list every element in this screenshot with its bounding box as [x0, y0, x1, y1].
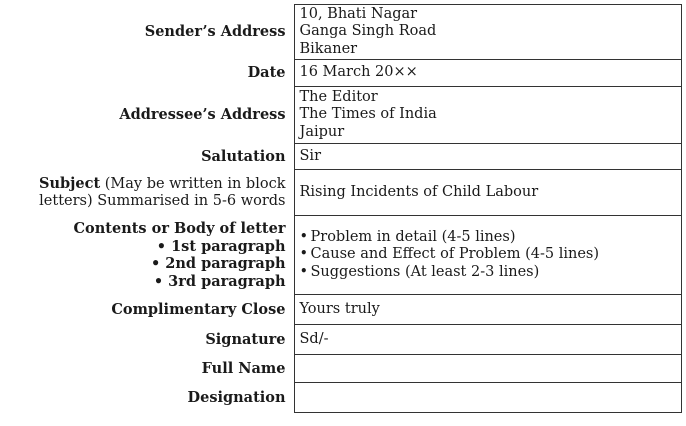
row-date	[6, 60, 681, 87]
row-complimentary-close	[6, 295, 681, 325]
value-subject: Rising Incidents of Child Labour	[294, 170, 681, 216]
address-line: The Editor	[299, 88, 378, 105]
contents-bullet-text: Suggestions (At least 2-3 lines)	[310, 263, 540, 280]
address-line: Ganga Singh Road	[299, 23, 437, 40]
label-subject-line1	[6, 175, 286, 194]
value-designation	[294, 383, 681, 413]
label-salutation: Salutation	[201, 147, 286, 165]
bullet-icon: •	[299, 246, 309, 263]
bullet-icon: •	[299, 263, 309, 280]
value-signature: Sd/-	[294, 325, 681, 355]
label-paragraph-2: • 2nd paragraph	[150, 255, 286, 272]
label-paragraph-3: • 3rd paragraph	[153, 272, 286, 290]
row-salutation	[6, 144, 681, 170]
contents-bullet-text: Cause and Effect of Problem (4-5 lines)	[310, 246, 599, 263]
bullet-icon: •	[299, 228, 309, 245]
row-addressees-address	[6, 87, 681, 144]
value-addressees-address	[294, 87, 681, 144]
label-subject-line2: letters) Summarised in 5-6 words	[39, 193, 286, 209]
address-line: Bikaner	[299, 40, 358, 57]
label-senders-address: Sender’s Address	[144, 23, 286, 41]
label-date: Date	[247, 64, 286, 82]
contents-bullet-item	[300, 264, 681, 282]
row-designation	[6, 383, 681, 413]
contents-bullet-item	[300, 229, 681, 247]
address-line: The Times of India	[299, 106, 437, 123]
label-full-name: Full Name	[201, 359, 286, 377]
address-line: Jaipur	[299, 123, 345, 140]
label-designation: Designation	[187, 388, 286, 406]
row-subject	[6, 170, 681, 216]
label-complimentary-close: Complimentary Close	[111, 300, 286, 318]
label-contents	[6, 216, 294, 295]
value-contents	[294, 216, 681, 295]
letter-format-table	[6, 4, 682, 413]
label-paragraph-1: • 1st paragraph	[156, 237, 286, 255]
contents-bullet-text: Problem in detail (4-5 lines)	[310, 228, 516, 245]
label-subject-bold: Subject	[39, 174, 101, 192]
row-contents	[6, 216, 681, 295]
value-complimentary-close: Yours truly	[294, 295, 681, 325]
value-salutation: Sir	[294, 144, 681, 170]
contents-bullet-item	[300, 246, 681, 264]
label-subject-rest: (May be written in block	[100, 175, 286, 192]
label-subject	[6, 170, 294, 216]
row-senders-address	[6, 5, 681, 60]
label-contents-title: Contents or Body of letter	[73, 220, 286, 237]
label-addressees-address: Addressee’s Address	[119, 106, 286, 124]
address-line: 10, Bhati Nagar	[299, 5, 418, 22]
row-full-name	[6, 355, 681, 383]
row-signature	[6, 325, 681, 355]
value-senders-address	[294, 5, 681, 60]
value-date: 16 March 20××	[294, 60, 681, 87]
label-signature: Signature	[205, 330, 286, 348]
value-full-name	[294, 355, 681, 383]
